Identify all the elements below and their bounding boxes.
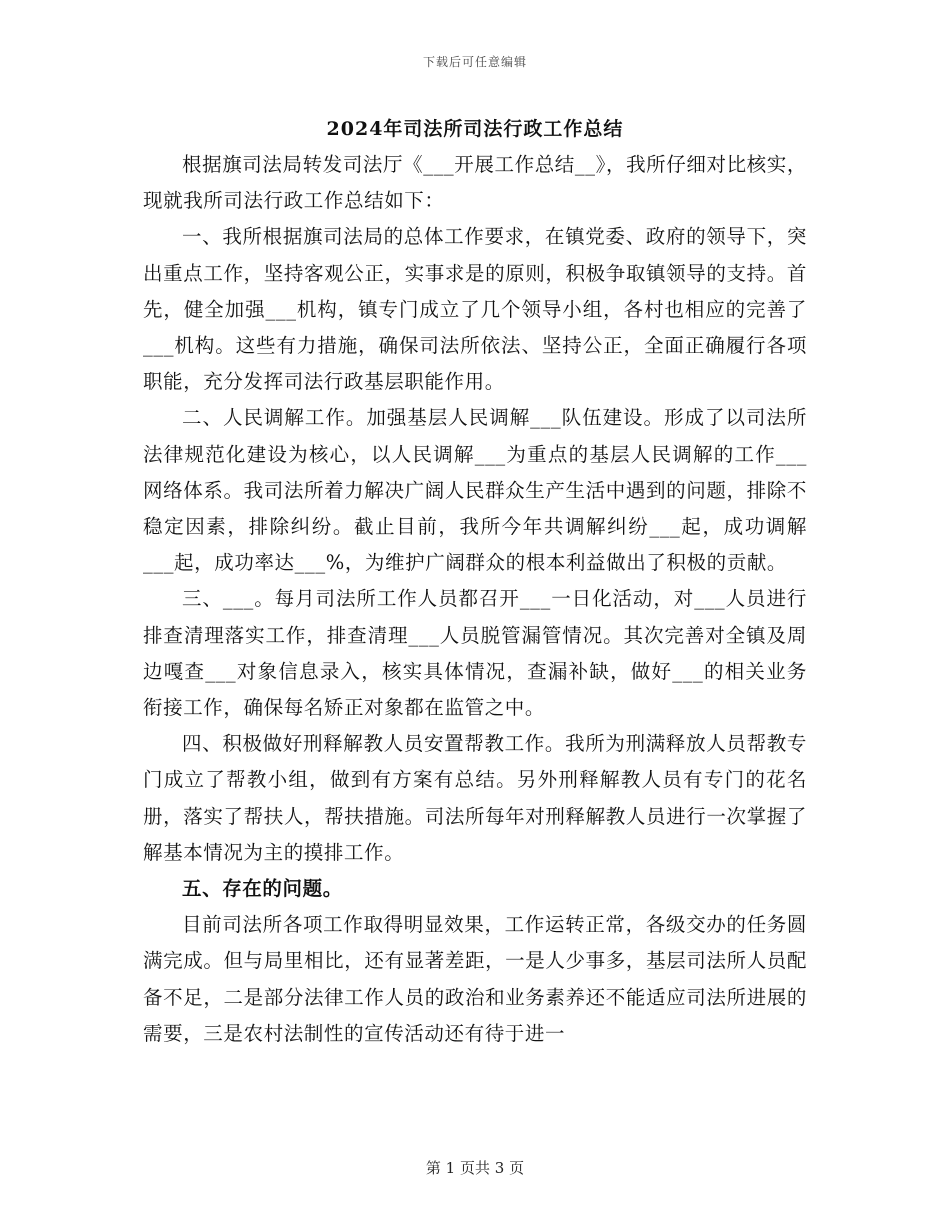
paragraph-problems: 目前司法所各项工作取得明显效果，工作运转正常，各级交办的任务圆满完成。但与局里相比，还有显著差距，一是人少事多，基层司法所人员配备不足，二是部分法律工作人员的政治和业务素养还不能适应司法所进展的需要，三是农村法制性的宣传活动还有待于进一: [143, 913, 807, 1045]
page-number: 第 1 页共 3 页: [425, 1159, 525, 1177]
page-header: 下载后可任意编辑: [422, 55, 527, 69]
paragraph-section-3: 三、___。每月司法所工作人员都召开___一日化活动，对___人员进行排查清理落实工作，排查清理___人员脱管漏管情况。其次完善对全镇及周边嘎查___对象信息录入，核实具体情况，查漏补缺，做好___的相关业务衔接工作，确保每名矫正对象都在监管之中。: [143, 587, 807, 720]
document-body: [143, 147, 807, 1052]
document-title: 2024年司法所司法行政工作总结: [326, 118, 624, 140]
paragraph-section-2: 二、人民调解工作。加强基层人民调解___队伍建设。形成了以司法所法律规范化建设为核心，以人民调解___为重点的基层人民调解的工作___网络体系。我司法所着力解决广阔人民群众生产生活中遇到的问题，排除不稳定因素，排除纠纷。截止目前，我所今年共调解纠纷___起，成功调解___起，成功率达___%，为维护广阔群众的根本利益做出了积极的贡献。: [143, 406, 807, 575]
paragraph-section-1: 一、我所根据旗司法局的总体工作要求，在镇党委、政府的领导下，突出重点工作，坚持客观公正，实事求是的原则，积极争取镇领导的支持。首先，健全加强___机构，镇专门成立了几个领导小组，各村也相应的完善了___机构。这些有力措施，确保司法所依法、坚持公正，全面正确履行各项职能，充分发挥司法行政基层职能作用。: [143, 225, 807, 394]
section-heading-problems: 五、存在的问题。: [182, 877, 343, 901]
paragraph-intro: 根据旗司法局转发司法厅《___开展工作总结__》，我所仔细对比核实，现就我所司法行政工作总结如下：: [143, 153, 807, 213]
paragraph-section-4: 四、积极做好刑释解教人员安置帮教工作。我所为刑满释放人员帮教专门成立了帮教小组，做到有方案有总结。另外刑释解教人员有专门的花名册，落实了帮扶人，帮扶措施。司法所每年对刑释解教人员进行一次掌握了解基本情况为主的摸排工作。: [143, 732, 807, 864]
